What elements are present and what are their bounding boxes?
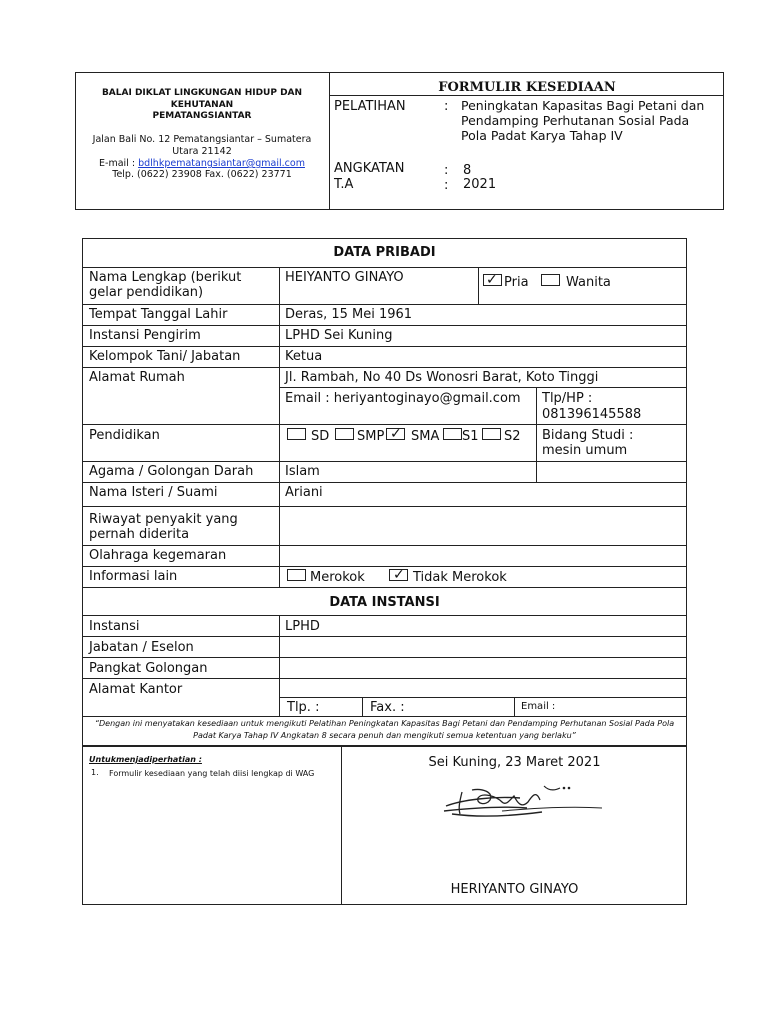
row-line [82, 367, 687, 368]
row-line [82, 424, 687, 425]
pelatihan-colon: : [444, 99, 449, 114]
bidang-value[interactable]: mesin umum [542, 443, 628, 458]
agama-value[interactable]: Islam [285, 464, 320, 479]
instansi-pengirim-label: Instansi Pengirim [89, 328, 201, 343]
pria-label: Pria [504, 275, 529, 290]
tlp-value[interactable]: 081396145588 [542, 407, 642, 422]
col-line [362, 697, 363, 716]
row-line [82, 267, 687, 268]
col-line [478, 267, 479, 304]
org-email-link[interactable]: bdlhkpematangsiantar@gmail.com [138, 158, 305, 169]
s1-label: S1 [462, 429, 479, 444]
merokok-label: Merokok [310, 570, 365, 585]
org-address-line2: Utara 21142 [172, 146, 232, 157]
form-title: FORMULIR KESEDIAAN [438, 80, 616, 95]
row-line [82, 325, 687, 326]
org-name-line3: PEMATANGSIANTAR [152, 111, 252, 121]
kantor-email-label: Email : [521, 701, 556, 712]
olahraga-label: Olahraga kegemaran [89, 548, 227, 563]
pangkat-value-field[interactable] [280, 658, 686, 678]
header-title-line [329, 95, 724, 96]
pendidikan-label: Pendidikan [89, 428, 160, 443]
smp-label: SMP [357, 429, 385, 444]
sd-label: SD [311, 429, 330, 444]
wanita-checkbox[interactable] [541, 274, 560, 286]
signature-place-date: Sei Kuning, 23 Maret 2021 [428, 755, 601, 770]
row-line [82, 615, 687, 616]
email-value[interactable]: Email : heriyantoginayo@gmail.com [285, 391, 521, 406]
wanita-label: Wanita [566, 275, 611, 290]
info-lain-label: Informasi lain [89, 569, 178, 584]
s2-label: S2 [504, 429, 521, 444]
row-line [82, 587, 687, 588]
nama-label: Nama Lengkap (berikut gelar pendidikan) [89, 270, 242, 300]
pangkat-label: Pangkat Golongan [89, 661, 208, 676]
notes-title: Untukmenjadiperhatian : [89, 755, 202, 764]
row-line [279, 697, 687, 698]
alamat-kantor-label: Alamat Kantor [89, 682, 183, 697]
agama-label: Agama / Golongan Darah [89, 464, 254, 479]
org-phone: Telp. (0622) 23908 Fax. (0622) 23771 [112, 169, 292, 180]
col-line [536, 424, 537, 482]
col-line [514, 697, 515, 716]
signature-image [432, 778, 612, 822]
row-line [82, 482, 687, 483]
nama-value[interactable]: HEIYANTO GINAYO [285, 270, 404, 285]
ta-value: 2021 [463, 177, 497, 192]
notes-item1-num: 1. [91, 768, 99, 777]
tidak-merokok-label: Tidak Merokok [413, 570, 507, 585]
instansi-label: Instansi [89, 619, 140, 634]
statement-text: “Dengan ini menyatakan kesediaan untuk mengikuti Pelatihan Peningkatan Kapasitas Bagi Petani dan Pendamping Perhutanan Sosial Pada Pola Padat Karya Tahap IV Angkatan 8 secara penuh dan mengikuti semua ketentuan yang berlaku” [94, 719, 675, 740]
angkatan-value: 8 [463, 163, 472, 178]
ta-label: T.A [334, 177, 354, 192]
alamat-label: Alamat Rumah [89, 370, 185, 385]
row-line [82, 346, 687, 347]
instansi-pengirim-value[interactable]: LPHD Sei Kuning [285, 328, 393, 343]
s1-checkbox[interactable] [443, 428, 462, 440]
row-line [82, 566, 687, 567]
pria-check-icon: ✓ [486, 272, 498, 288]
riwayat-value-field[interactable] [280, 507, 686, 545]
merokok-checkbox[interactable] [287, 569, 306, 581]
sd-checkbox[interactable] [287, 428, 306, 440]
pasangan-label: Nama Isteri / Suami [89, 485, 218, 500]
org-email-label: E-mail : [99, 158, 136, 169]
ttl-label: Tempat Tanggal Lahir [89, 307, 228, 322]
row-line [82, 304, 687, 305]
row-line [279, 387, 687, 388]
jabatan-value-field[interactable] [280, 637, 686, 657]
bidang-label: Bidang Studi : [542, 428, 634, 443]
row-line [82, 461, 687, 462]
tlp-label: Tlp/HP : [542, 391, 593, 406]
data-pribadi-title: DATA PRIBADI [333, 245, 436, 260]
smp-checkbox[interactable] [335, 428, 354, 440]
instansi-value[interactable]: LPHD [285, 619, 320, 634]
pelatihan-label: PELATIHAN [334, 99, 406, 114]
org-name-line2: KEHUTANAN [170, 100, 234, 110]
ttl-value[interactable]: Deras, 15 Mei 1961 [285, 307, 413, 322]
kantor-fax-label: Fax. : [370, 700, 405, 715]
olahraga-value-field[interactable] [280, 546, 686, 566]
org-name-line1: BALAI DIKLAT LINGKUNGAN HIDUP DAN [101, 88, 303, 98]
s2-checkbox[interactable] [482, 428, 501, 440]
sma-label: SMA [411, 429, 440, 444]
signature-name: HERIYANTO GINAYO [450, 882, 579, 897]
data-instansi-title: DATA INSTANSI [329, 595, 440, 610]
notes-item1: Formulir kesediaan yang telah diisi lengkap di WAG [109, 769, 315, 778]
org-address-line1: Jalan Bali No. 12 Pematangsiantar – Sumatera [92, 134, 312, 145]
riwayat-label: Riwayat penyakit yang pernah diderita [89, 512, 238, 542]
kantor-tlp-label: Tlp. : [287, 700, 320, 715]
jabatan-label: Jabatan / Eselon [89, 640, 194, 655]
kelompok-label: Kelompok Tani/ Jabatan [89, 349, 241, 364]
sma-check-icon: ✓ [390, 426, 402, 442]
pasangan-value[interactable]: Ariani [285, 485, 323, 500]
alamat-kantor-value-field[interactable] [280, 679, 686, 697]
angkatan-label: ANGKATAN [334, 161, 405, 176]
ta-colon: : [444, 178, 449, 193]
pelatihan-value: Peningkatan Kapasitas Bagi Petani dan Pendamping Perhutanan Sosial Pada Pola Padat Karya Tahap IV [461, 98, 705, 143]
alamat-value[interactable]: Jl. Rambah, No 40 Ds Wonosri Barat, Koto Tinggi [285, 370, 599, 385]
row-line [82, 716, 687, 717]
kelompok-value[interactable]: Ketua [285, 349, 323, 364]
col-line [536, 387, 537, 424]
tidak-merokok-check-icon: ✓ [393, 567, 405, 583]
angkatan-colon: : [444, 163, 449, 178]
